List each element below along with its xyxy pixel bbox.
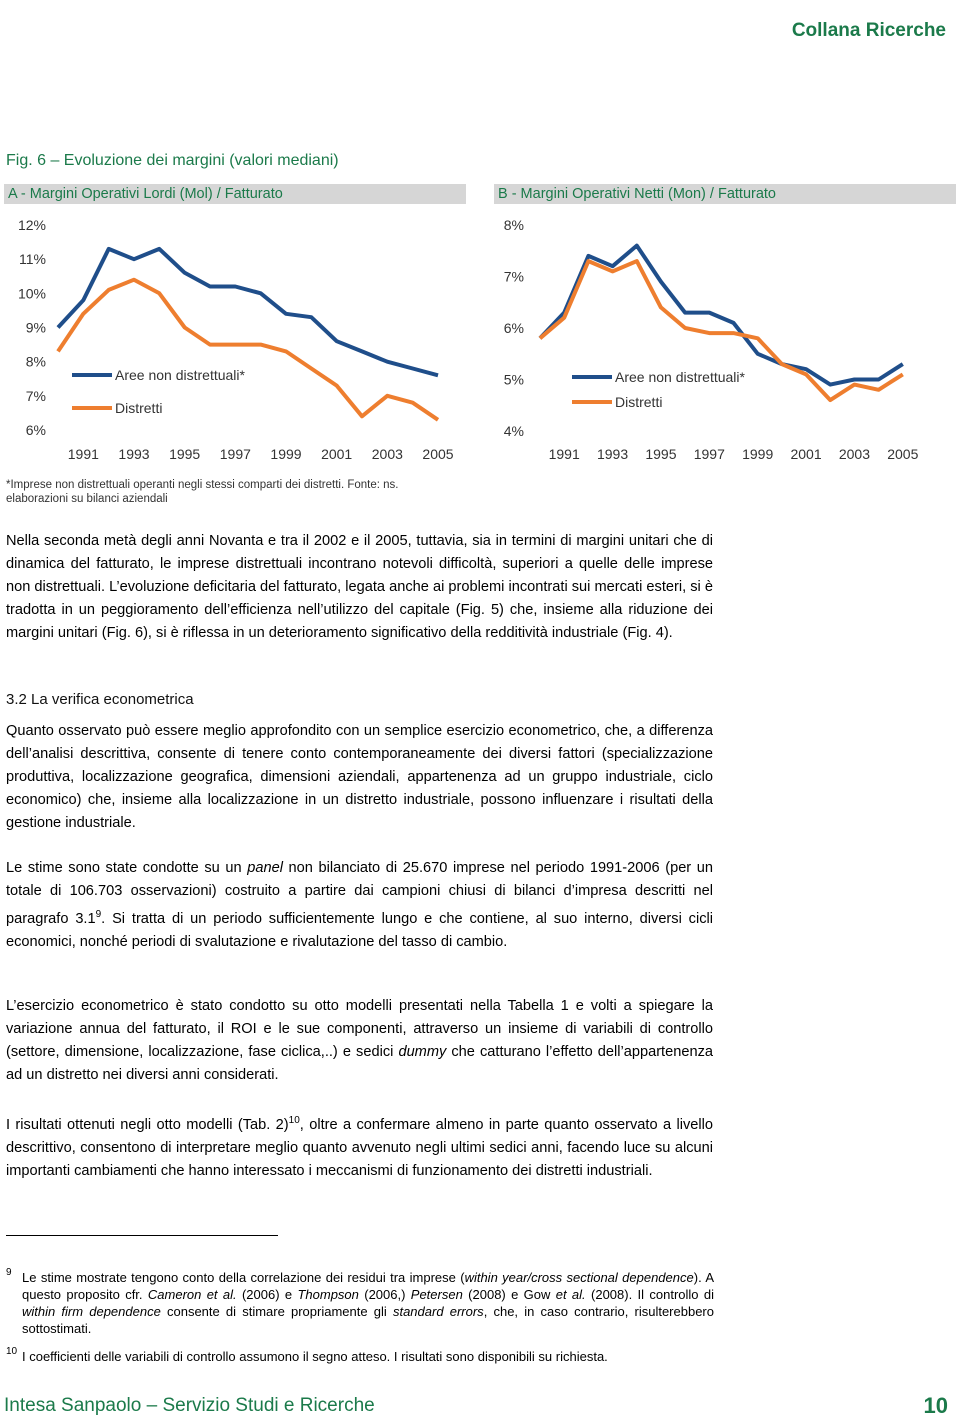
fn9-f: (2008). Il controllo di (585, 1287, 714, 1302)
paragraph-4 (6, 995, 713, 1087)
chart-b (490, 205, 960, 470)
legend-label: Aree non distrettuali* (115, 367, 245, 383)
x-tick-label: 1995 (645, 446, 677, 462)
fn9-em7: standard errors (392, 1304, 484, 1319)
series-line-distretti (58, 280, 438, 420)
y-tick-label: 9% (25, 319, 46, 336)
section-title: 3.2 La verifica econometrica (6, 691, 194, 708)
p4-text-b: che catturano l’effetto dell’appartenenza ad un distretto nei diversi anni considerati. (6, 1044, 713, 1083)
fn9-e: (2008) e Gow (462, 1287, 556, 1302)
x-tick-label: 1993 (596, 446, 629, 462)
footnote-9-number: 9 (6, 1267, 12, 1278)
p3-emphasis: panel (247, 860, 283, 876)
panel-a-title: A - Margini Operativi Lordi (Mol) / Fatturato (4, 184, 466, 204)
paragraph-5 (6, 1109, 713, 1183)
chart-a-lines (58, 249, 438, 420)
series-header: Collana Ricerche (791, 20, 946, 41)
x-tick-label: 1999 (742, 446, 774, 462)
footnote-separator (6, 1235, 278, 1236)
fn9-em1: within year/cross sectional dependence (464, 1270, 694, 1285)
y-tick-label: 8% (25, 353, 46, 370)
fn9-g: consente di stimare propriamente gli (160, 1304, 393, 1319)
p3-text-a: Le stime sono state condotte su un (6, 860, 248, 876)
footnote-ref-9[interactable]: 9 (95, 909, 102, 920)
footnote-9 (22, 1269, 714, 1337)
x-tick-label: 1993 (118, 446, 150, 462)
footnote-ref-10[interactable]: 10 (288, 1115, 300, 1126)
paragraph-3 (6, 857, 713, 954)
x-tick-label: 1995 (169, 446, 201, 462)
footnote-10: I coefficienti delle variabili di controllo assumono il segno atteso. I risultati sono disponibili su richiesta. (22, 1349, 608, 1364)
y-tick-label: 6% (25, 422, 46, 438)
fn9-a: Le stime mostrate tengono conto della correlazione dei residui tra imprese ( (22, 1270, 465, 1285)
p5-text-a: I risultati ottenuti negli otto modelli (Tab. 2) (6, 1116, 289, 1133)
fn9-em4: Petersen (410, 1287, 463, 1302)
page-number: 10 (923, 1393, 948, 1418)
y-tick-label: 8% (503, 217, 524, 233)
figure-note: *Imprese non distrettuali operanti negli stessi comparti dei distretti. Fonte: ns. elaborazioni su bilanci aziendali (6, 479, 399, 505)
chart-b-yticks (504, 217, 524, 439)
x-tick-label: 1991 (548, 446, 580, 462)
y-tick-label: 5% (503, 371, 524, 388)
p4-text-a: L’esercizio econometrico è stato condotto su otto modelli presentati nella Tabella 1 e volti a spiegare la variazione annua del fatturato, il ROI e le sue componenti, attraverso un insieme di variabili di controllo (settore, dimensione, localizzazione, fase ciclica,..) e sedici (6, 998, 713, 1060)
fn9-em3: Thompson (297, 1287, 359, 1302)
x-tick-label: 1991 (67, 446, 99, 462)
x-tick-label: 2005 (422, 446, 454, 462)
series-line-non-distrettuali (58, 249, 438, 375)
legend-label: Distretti (615, 394, 663, 410)
fn9-b: ). A questo proposito cfr. (22, 1270, 714, 1302)
legend-label: Aree non distrettuali* (615, 369, 745, 385)
x-tick-label: 2001 (790, 446, 822, 462)
y-tick-label: 11% (19, 251, 46, 268)
p4-emphasis: dummy (398, 1044, 447, 1060)
x-tick-label: 1997 (219, 446, 251, 462)
chart-b-xticks (549, 446, 919, 462)
p3-text-c: . Si tratta di un periodo sufficientemente lungo e che contiene, al suo interno, diversi cicli economici, nonché periodi di svalutazione e rivalutazione del tasso di cambio. (6, 910, 713, 950)
x-tick-label: 2003 (838, 446, 871, 462)
paragraph-2: Quanto osservato può essere meglio approfondito con un semplice esercizio econometrico, che, a differenza dell’analisi descrittiva, consente di tenere conto contemporaneamente dei diversi fattori (specializzazione produttiva, localizzazione geografica, dimensioni aziendali, appartenenza ad un gruppo industriale, ciclo economico) che, insieme alla localizzazione in un distretto industriale, possono influenzare i risultati della gestione industriale. (6, 723, 713, 831)
paragraph-1: Nella seconda metà degli anni Novanta e tra il 2002 e il 2005, tuttavia, sia in termini di margini unitari che di dinamica del fatturato, le imprese distrettuali incontrano notevoli difficoltà, superiori a quelle delle imprese non distrettuali. L’evoluzione deficitaria del fatturato, legata anche ai problemi incontrati sui mercati esteri, si è tradotta in un peggioramento dell’efficienza nell’utilizzo del capitale (Fig. 5) che, insieme alla riduzione dei margini unitari (Fig. 6), si è riflessa in un deterioramento significativo della redditività industriale (Fig. 4). (6, 533, 713, 641)
x-tick-label: 1999 (270, 446, 302, 462)
chart-a-xticks (68, 446, 454, 462)
x-tick-label: 1997 (693, 446, 725, 462)
y-tick-label: 4% (503, 423, 524, 439)
fn9-h: , che, in caso contrario, risulterebbero sottostimati. (22, 1304, 714, 1336)
fn9-em5: et al. (555, 1287, 586, 1302)
fn9-em2: Cameron et al. (147, 1287, 237, 1302)
x-tick-label: 2005 (887, 446, 919, 462)
x-tick-label: 2003 (371, 446, 403, 462)
figure-title: Fig. 6 – Evoluzione dei margini (valori mediani) (6, 152, 339, 169)
chart-a-legend (72, 367, 246, 416)
p3-text-b: non bilanciato di 25.670 imprese nel periodo 1991-2006 (per un totale di 106.703 osservazioni) costruito a partire dai campioni chiusi di bilanci d’impresa descritti nel paragrafo 3.1 (6, 860, 714, 927)
y-tick-label: 7% (25, 387, 46, 404)
y-tick-label: 7% (503, 268, 524, 285)
chart-a-yticks (18, 217, 46, 438)
footnote-10-number: 10 (6, 1346, 18, 1357)
fn9-c: (2006) e (236, 1287, 298, 1302)
p5-text-b: , oltre a confermare almeno in parte quanto osservato a livello descrittivo, consentono di interpretare meglio quanto avvenuto negli ultimi sedici anni, facendo luce su alcuni importanti cambiamenti che hanno interessato i meccanismi di funzionamento dei distretti industriali. (6, 1116, 713, 1179)
panel-b-title: B - Margini Operativi Netti (Mon) / Fatturato (494, 184, 956, 204)
x-tick-label: 2001 (321, 446, 353, 462)
footer-publisher: Intesa Sanpaolo – Servizio Studi e Ricerche (4, 1395, 375, 1416)
y-tick-label: 6% (503, 320, 524, 336)
legend-label: Distretti (115, 400, 163, 416)
y-tick-label: 12% (17, 217, 46, 233)
series-line-non-distrettuali (540, 246, 903, 385)
fn9-d: (2006,) (358, 1287, 411, 1302)
y-tick-label: 10% (17, 285, 46, 302)
chart-b-legend (572, 369, 746, 410)
chart-a (0, 205, 470, 470)
fn9-em6: within firm dependence (22, 1304, 161, 1319)
